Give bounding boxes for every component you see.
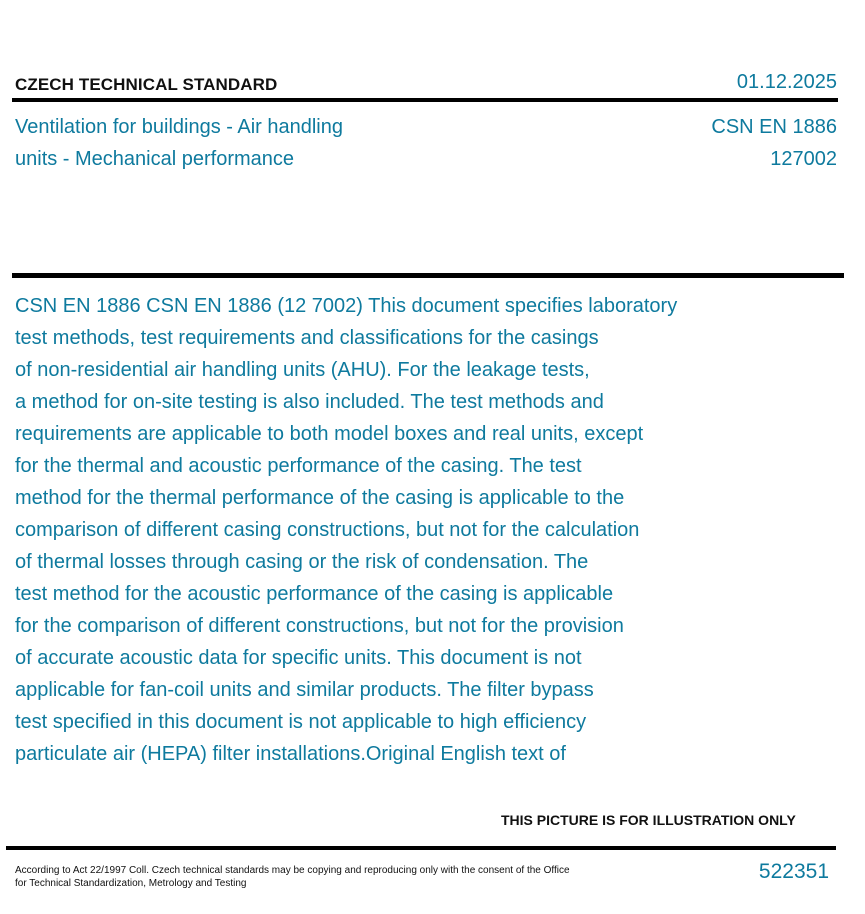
document-id: 522351	[758, 860, 829, 883]
top-divider	[12, 98, 838, 102]
standard-title-line-1: Ventilation for buildings - Air handling	[15, 116, 343, 138]
standard-abstract: CSN EN 1886 CSN EN 1886 (12 7002) This document specifies laboratory test methods, test requirements and classifications for the casings of non-residential air handling units (AHU). For the leakage tests, a method for on-site testing is also included. The test methods and requirements are applicable to both model boxes and real units, except for the thermal and acoustic performance of the casing. The test method for the thermal performance of the casing is applicable to the comparison of different casing constructions, but not for the calculation of thermal losses through casing or the risk of condensation. The test method for the acoustic performance of the casing is applicable for the comparison of different constructions, but not for the provision of accurate acoustic data for specific units. This document is not applicable for fan-coil units and similar products. The filter bypass test specified in this document is not applicable to high efficiency particulate air (HEPA) filter installations.Original English text of	[15, 295, 678, 765]
standard-number: 127002	[770, 148, 837, 170]
standard-code: CSN EN 1886	[711, 116, 837, 138]
middle-divider	[12, 273, 844, 278]
legal-notice: According to Act 22/1997 Coll. Czech technical standards may be copying and reproducing only with the consent of the Office for Technical Standardization, Metrology and Testing	[15, 865, 570, 889]
standard-title-line-2: units - Mechanical performance	[15, 148, 295, 170]
publication-date: 01.12.2025	[736, 71, 837, 93]
document-type-label: CZECH TECHNICAL STANDARD	[15, 75, 278, 94]
illustration-disclaimer: THIS PICTURE IS FOR ILLUSTRATION ONLY	[501, 812, 796, 828]
bottom-divider	[6, 846, 836, 850]
